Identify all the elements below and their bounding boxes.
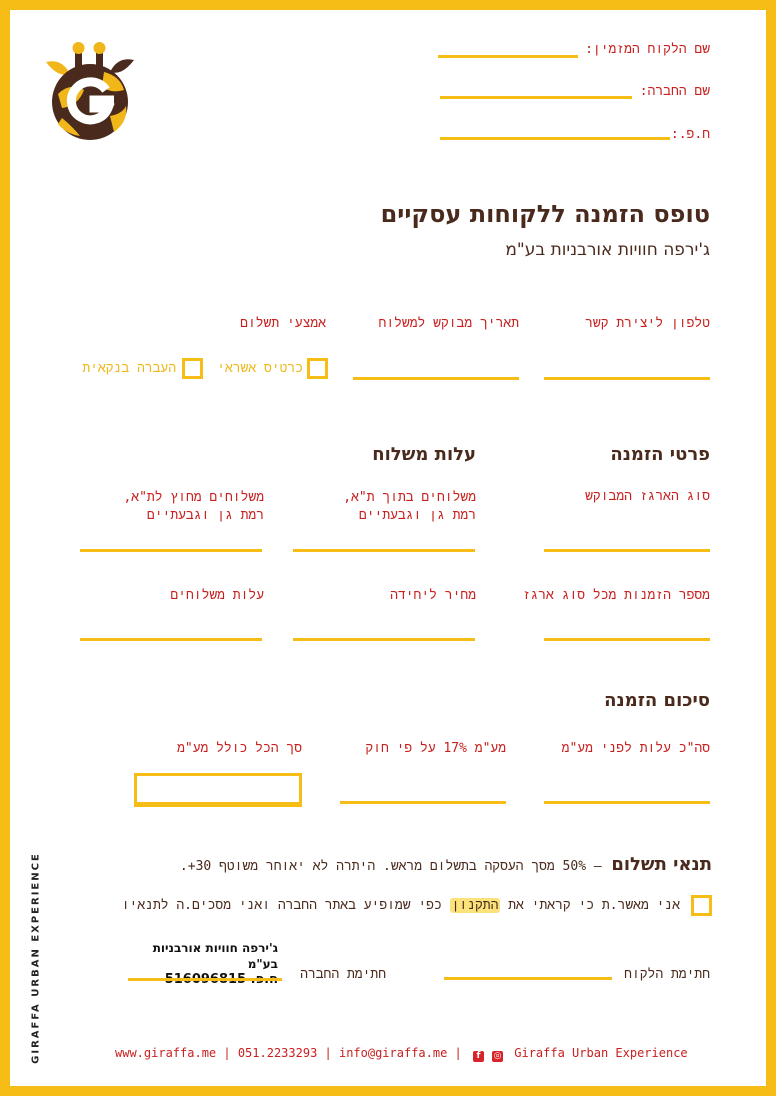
outside-city-shipping-field[interactable]: [80, 549, 262, 552]
date-field[interactable]: [353, 377, 519, 380]
terms-confirm-after: כפי שמופיע באתר החברה ואני מסכים.ה לתנאיו: [121, 898, 442, 913]
total-field[interactable]: [134, 773, 302, 807]
terms-confirm-text: [122, 898, 680, 913]
terms-confirm-checkbox[interactable]: [691, 895, 712, 916]
subtotal-field[interactable]: [544, 801, 710, 804]
shipping-cost-heading: עלות משלוח: [372, 444, 476, 465]
giraffe-logo: [44, 42, 136, 142]
quantity-field[interactable]: [544, 638, 710, 641]
phone-label: טלפון ליצירת קשר: [585, 316, 710, 331]
footer: [115, 1046, 688, 1062]
page-title: טופס הזמנה ללקוחות עסקיים: [380, 200, 710, 228]
side-brand-text: GIRAFFA URBAN EXPERIENCE: [30, 852, 42, 1064]
company-signature-label: חתימת החברה: [300, 967, 386, 982]
customer-signature-label: חתימת הלקוח: [624, 967, 710, 982]
customer-name-label: שם הלקוח המזמין:: [585, 42, 710, 57]
shipping-total-label: עלות משלוחים: [170, 588, 264, 603]
box-type-label: סוג הארגז המבוקש: [585, 489, 710, 504]
company-stamp: ג'ירפה חוויות אורבניות בע"מ: [152, 941, 278, 971]
unit-price-label: מחיר ליחידה: [390, 588, 476, 603]
inside-city-shipping-label: משלוחים בתוך ת"א, רמת גן וגבעתיים: [343, 490, 476, 523]
terms-confirm-before: אני מאשר.ת כי קראתי את: [508, 898, 680, 913]
vat-label: מע"מ 17% על פי חוק: [365, 741, 506, 756]
company-id-field[interactable]: [440, 137, 670, 140]
customer-signature-field[interactable]: [444, 977, 612, 980]
credit-card-checkbox[interactable]: [307, 358, 328, 379]
footer-brand: Giraffa Urban Experience: [514, 1046, 688, 1060]
unit-price-field[interactable]: [293, 638, 475, 641]
summary-heading: סיכום הזמנה: [604, 690, 710, 711]
page-subtitle: ג'ירפה חוויות אורבניות בע"מ: [505, 240, 710, 260]
quantity-label: מספר הזמנות מכל סוג ארגז: [522, 588, 710, 603]
subtotal-label: סה"כ עלות לפני מע"מ: [561, 741, 710, 756]
vat-field[interactable]: [340, 801, 506, 804]
phone-field[interactable]: [544, 377, 710, 380]
bank-transfer-label: העברה בנקאית: [82, 361, 176, 376]
outside-city-shipping-label: משלוחים מחוץ לת"א, רמת גן וגבעתיים: [123, 490, 264, 523]
payment-terms-text: – 50% מסך העסקה בתשלום מראש. היתרה לא יאוחר משוטף 30+.: [179, 859, 602, 874]
payment-terms-heading: תנאי תשלום: [611, 854, 712, 875]
facebook-icon[interactable]: f: [473, 1051, 484, 1062]
company-name-field[interactable]: [440, 96, 632, 99]
bank-transfer-checkbox[interactable]: [182, 358, 203, 379]
shipping-total-field[interactable]: [80, 638, 262, 641]
payment-label: אמצעי תשלום: [240, 316, 326, 331]
terms-link[interactable]: התקנון: [451, 898, 499, 913]
date-label: תאריך מבוקש למשלוח: [378, 316, 519, 331]
box-type-field[interactable]: [544, 549, 710, 552]
footer-contacts: www.giraffa.me | 051.2233293 | info@giraffa.me |: [115, 1046, 462, 1060]
order-details-heading: פרטי הזמנה: [610, 444, 710, 465]
instagram-icon[interactable]: ◎: [493, 1051, 502, 1061]
payment-terms: [180, 854, 712, 875]
inside-city-shipping-field[interactable]: [293, 549, 475, 552]
company-name-label: שם החברה:: [639, 84, 710, 99]
credit-card-label: כרטיס אשראי: [217, 361, 303, 376]
total-label: סך הכל כולל מע"מ: [177, 741, 302, 756]
company-signature-field[interactable]: [128, 978, 282, 981]
company-id-label: ח.פ.:: [670, 127, 710, 142]
customer-name-field[interactable]: [438, 55, 578, 58]
